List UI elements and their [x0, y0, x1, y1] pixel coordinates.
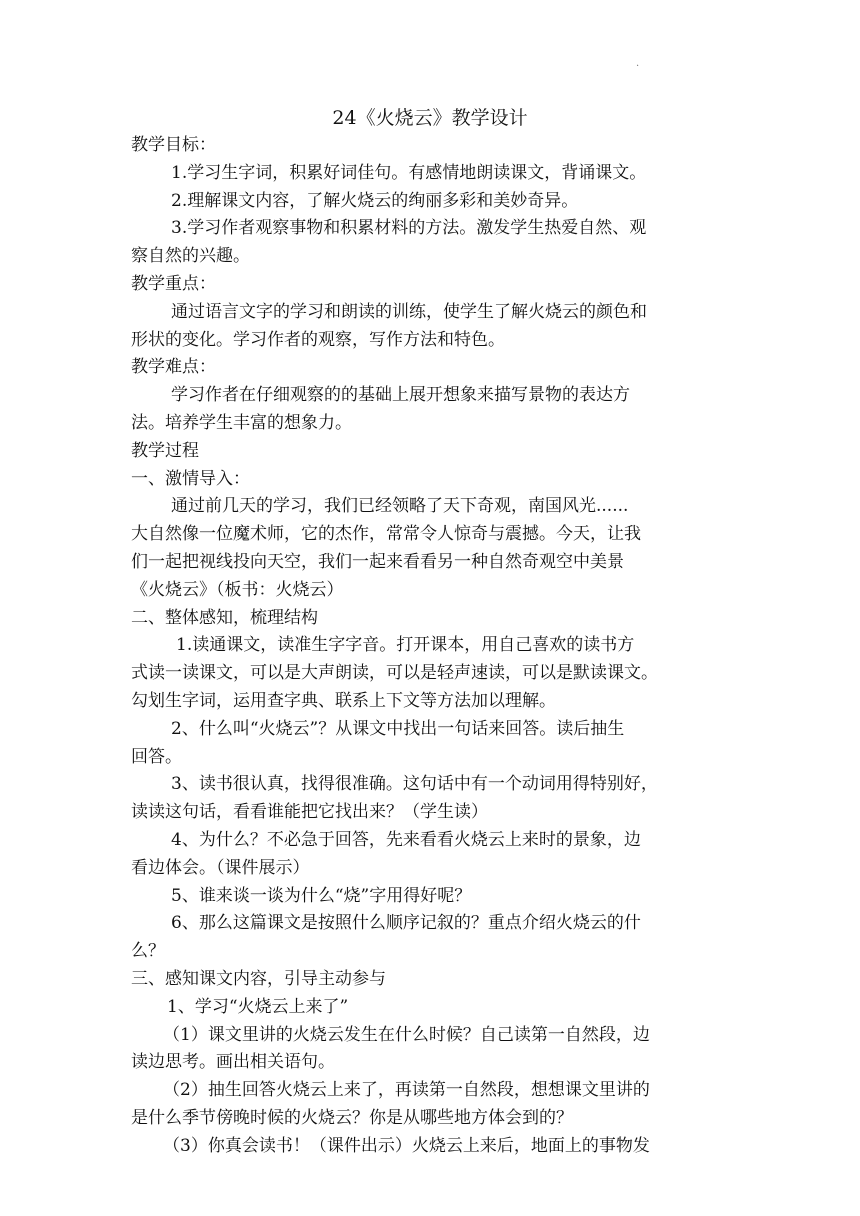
- body-line: 察自然的兴趣。: [131, 246, 250, 267]
- body-line: 3、读书很认真，找得很准确。这句话中有一个动词用得特别好，: [171, 774, 658, 795]
- body-line: 通过语言文字的学习和朗读的训练，使学生了解火烧云的颜色和: [171, 301, 647, 322]
- body-line: 2、什么叫“火烧云”？从课文中找出一句话来回答。读后抽生: [171, 718, 625, 739]
- body-line: （1）课文里讲的火烧云发生在什么时候？自己读第一自然段，边: [163, 1024, 650, 1045]
- body-line: 们一起把视线投向天空，我们一起来看看另一种自然奇观空中美景: [131, 551, 624, 572]
- body-line: （3）你真会读书！（课件出示）火烧云上来后，地面上的事物发: [163, 1135, 650, 1156]
- section-heading: 教学目标：: [131, 135, 216, 155]
- body-line: 看边体会。（课件展示）: [131, 857, 310, 878]
- body-line: 回答。: [131, 746, 182, 767]
- header-mark: .: [636, 58, 640, 69]
- body-line: 6、那么这篇课文是按照什么顺序记叙的？重点介绍火烧云的什: [171, 913, 641, 934]
- body-line: 通过前几天的学习，我们已经领略了天下奇观，南国风光......: [171, 496, 629, 517]
- section-heading: 一、激情导入：: [131, 468, 250, 489]
- document-body: [131, 132, 731, 1160]
- body-line: 读读这句话，看看谁能把它找出来？（学生读）: [131, 802, 488, 823]
- body-line: 学习作者在仔细观察的的基础上展开想象来描写景物的表达方: [171, 385, 630, 406]
- section-heading: 教学过程: [131, 440, 199, 461]
- section-heading: 三、感知课文内容，引导主动参与: [131, 968, 386, 989]
- body-line: 是什么季节傍晚时候的火烧云？你是从哪些地方体会到的？: [131, 1107, 573, 1128]
- body-line: 么？: [131, 941, 165, 962]
- body-line: 5、谁来谈一谈为什么“烧”字用得好呢？: [171, 885, 472, 906]
- body-line: 读边思考。画出相关语句。: [131, 1052, 335, 1073]
- body-line: 1.读通课文，读准生字字音。打开课本，用自己喜欢的读书方: [176, 635, 635, 656]
- document-title: 24《火烧云》教学设计: [332, 107, 528, 129]
- body-line: 《火烧云》（板书：火烧云）: [131, 579, 344, 600]
- body-line: 式读一读课文，可以是大声朗读，可以是轻声速读，可以是默读课文。: [131, 663, 658, 684]
- body-line: 4、为什么？不必急于回答，先来看看火烧云上来时的景象，边: [171, 829, 641, 850]
- section-heading: 教学重点：: [131, 273, 216, 294]
- body-line: 法。培养学生丰富的想象力。: [131, 412, 352, 433]
- section-heading: 教学难点：: [131, 357, 216, 378]
- body-line: 2.理解课文内容，了解火烧云的绚丽多彩和美妙奇异。: [171, 190, 579, 211]
- body-line: 勾划生字词，运用查字典、联系上下文等方法加以理解。: [131, 690, 556, 711]
- body-line: 形状的变化。学习作者的观察，写作方法和特色。: [131, 329, 505, 350]
- body-line: 1.学习生字词，积累好词佳句。有感情地朗读课文，背诵课文。: [171, 162, 647, 183]
- section-heading: 二、整体感知，梳理结构: [131, 607, 318, 628]
- body-line: 大自然像一位魔术师，它的杰作，常常令人惊奇与震撼。今天，让我: [131, 524, 641, 545]
- subsection-heading: 1、学习“火烧云上来了”: [167, 996, 349, 1017]
- body-line: （2）抽生回答火烧云上来了，再读第一自然段，想想课文里讲的: [163, 1080, 650, 1101]
- body-line: 3.学习作者观察事物和积累材料的方法。激发学生热爱自然、观: [171, 218, 647, 239]
